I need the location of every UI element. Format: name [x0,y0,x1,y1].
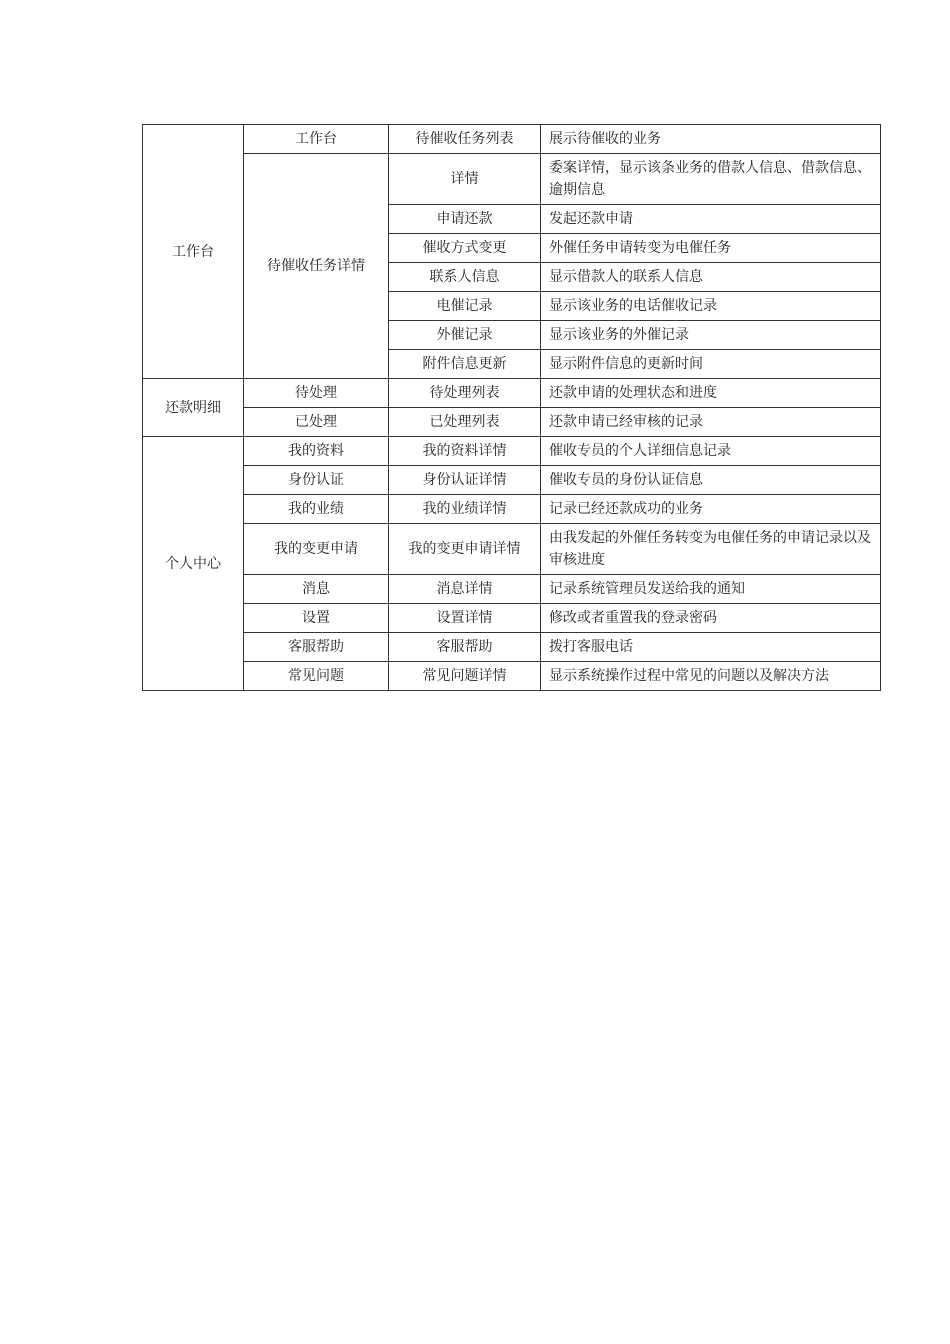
description-cell: 委案详情，显示该条业务的借款人信息、借款信息、逾期信息 [541,154,881,205]
submodule-cell: 客服帮助 [244,633,389,662]
description-cell: 显示该业务的外催记录 [541,321,881,350]
function-cell: 我的变更申请详情 [389,524,541,575]
submodule-cell: 待催收任务详情 [244,154,389,379]
function-cell: 待处理列表 [389,379,541,408]
function-cell: 待催收任务列表 [389,125,541,154]
function-cell: 联系人信息 [389,263,541,292]
submodule-cell: 已处理 [244,408,389,437]
description-cell: 拨打客服电话 [541,633,881,662]
function-cell: 催收方式变更 [389,234,541,263]
description-cell: 外催任务申请转变为电催任务 [541,234,881,263]
function-cell: 常见问题详情 [389,662,541,691]
feature-table [142,124,881,691]
table-row [143,662,881,691]
description-cell: 显示借款人的联系人信息 [541,263,881,292]
submodule-cell: 身份认证 [244,466,389,495]
function-cell: 设置详情 [389,604,541,633]
description-cell: 催收专员的个人详细信息记录 [541,437,881,466]
section-label: 工作台 [143,125,244,379]
description-cell: 展示待催收的业务 [541,125,881,154]
description-cell: 发起还款申请 [541,205,881,234]
function-cell: 消息详情 [389,575,541,604]
table-row [143,379,881,408]
description-cell: 显示附件信息的更新时间 [541,350,881,379]
section-label: 还款明细 [143,379,244,437]
description-cell: 催收专员的身份认证信息 [541,466,881,495]
function-cell: 电催记录 [389,292,541,321]
function-cell: 客服帮助 [389,633,541,662]
table-row [143,575,881,604]
table-row [143,154,881,205]
description-cell: 还款申请已经审核的记录 [541,408,881,437]
submodule-cell: 我的资料 [244,437,389,466]
function-cell: 附件信息更新 [389,350,541,379]
function-cell: 已处理列表 [389,408,541,437]
submodule-cell: 消息 [244,575,389,604]
description-cell: 由我发起的外催任务转变为电催任务的申请记录以及审核进度 [541,524,881,575]
table-row [143,604,881,633]
function-cell: 我的业绩详情 [389,495,541,524]
table-row [143,125,881,154]
table-row [143,408,881,437]
description-cell: 还款申请的处理状态和进度 [541,379,881,408]
submodule-cell: 工作台 [244,125,389,154]
table-row [143,495,881,524]
submodule-cell: 我的业绩 [244,495,389,524]
function-cell: 详情 [389,154,541,205]
description-cell: 记录已经还款成功的业务 [541,495,881,524]
submodule-cell: 常见问题 [244,662,389,691]
section-label: 个人中心 [143,437,244,691]
function-cell: 身份认证详情 [389,466,541,495]
function-cell: 外催记录 [389,321,541,350]
table-row [143,437,881,466]
table-row [143,466,881,495]
submodule-cell: 我的变更申请 [244,524,389,575]
submodule-cell: 设置 [244,604,389,633]
function-cell: 我的资料详情 [389,437,541,466]
submodule-cell: 待处理 [244,379,389,408]
table-row [143,633,881,662]
description-cell: 显示该业务的电话催收记录 [541,292,881,321]
description-cell: 记录系统管理员发送给我的通知 [541,575,881,604]
table-row [143,524,881,575]
description-cell: 显示系统操作过程中常见的问题以及解决方法 [541,662,881,691]
description-cell: 修改或者重置我的登录密码 [541,604,881,633]
function-cell: 申请还款 [389,205,541,234]
